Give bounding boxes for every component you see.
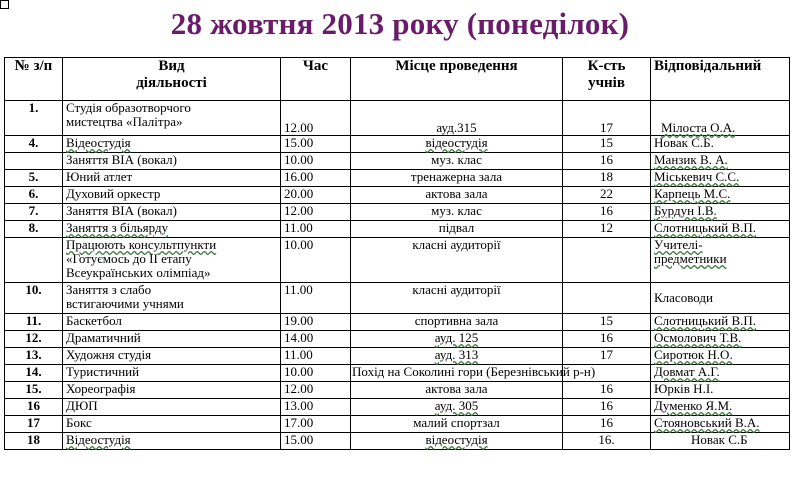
row-count: 15 [563, 136, 651, 153]
table-row [5, 170, 790, 187]
row-count: 16 [563, 416, 651, 433]
table-row [5, 416, 790, 433]
row-responsible: Довмат А.Г. [651, 365, 790, 382]
row-responsible: Міськевич С.С. [651, 170, 790, 187]
row-count: 22 [563, 187, 651, 204]
header-time: Час [281, 58, 351, 101]
row-time: 10.00 [281, 365, 351, 382]
row-num: 18 [5, 433, 63, 450]
row-activity: Заняття з більярду [63, 221, 281, 238]
row-count: 16. [563, 433, 651, 450]
row-time: 11.00 [281, 221, 351, 238]
row-num: 17 [5, 416, 63, 433]
row-count [563, 283, 651, 314]
row-activity: Заняття ВІА (вокал) [63, 204, 281, 221]
row-responsible: Новак С.Б [651, 433, 790, 450]
row-activity: ДЮП [63, 399, 281, 416]
table-row [5, 221, 790, 238]
table-row [5, 433, 790, 450]
row-place: актова зала [351, 382, 563, 399]
row-activity: Баскетбол [63, 314, 281, 331]
row-responsible: Манзик В. А. [651, 153, 790, 170]
row-activity: Заняття ВІА (вокал) [63, 153, 281, 170]
row-activity: Туристичний [63, 365, 281, 382]
row-count: 18 [563, 170, 651, 187]
row-count: 17 [563, 101, 651, 136]
row-time: 10.00 [281, 153, 351, 170]
row-time: 14.00 [281, 331, 351, 348]
row-time: 10.00 [281, 238, 351, 283]
row-time: 11.00 [281, 283, 351, 314]
row-num: 8. [5, 221, 63, 238]
row-count: 17 [563, 348, 651, 365]
row-time: 16.00 [281, 170, 351, 187]
table-row [5, 382, 790, 399]
row-num: 7. [5, 204, 63, 221]
row-place: відеостудія [351, 433, 563, 450]
row-activity: Духовий оркестр [63, 187, 281, 204]
row-place: ауд. 305 [351, 399, 563, 416]
row-responsible: Слотницький В.П. [651, 221, 790, 238]
row-place: підвал [351, 221, 563, 238]
row-place: ауд. 313 [351, 348, 563, 365]
row-activity: Хореографія [63, 382, 281, 399]
row-time: 17.00 [281, 416, 351, 433]
row-count: 16 [563, 331, 651, 348]
row-time: 13.00 [281, 399, 351, 416]
table-row [5, 283, 790, 314]
header-place: Місце проведення [351, 58, 563, 101]
row-place: відеостудія [351, 136, 563, 153]
row-place: спортивна зала [351, 314, 563, 331]
table-row [5, 153, 790, 170]
row-activity: Заняття з слабо встигаючими учнями [63, 283, 281, 314]
row-responsible: Класоводи [651, 283, 790, 314]
row-activity: Бокс [63, 416, 281, 433]
row-num: 10. [5, 283, 63, 314]
row-responsible: Сиротюк Н.О. [651, 348, 790, 365]
row-time: 12.00 [281, 101, 351, 136]
row-num: 13. [5, 348, 63, 365]
row-place: тренажерна зала [351, 170, 563, 187]
row-time: 15.00 [281, 433, 351, 450]
row-activity: Студія образотворчого мистецтва «Палітра» [63, 101, 281, 136]
table-row [5, 399, 790, 416]
row-place: актова зала [351, 187, 563, 204]
schedule-table [4, 57, 790, 450]
row-num: 12. [5, 331, 63, 348]
row-activity: Відеостудія [63, 433, 281, 450]
row-num: 6. [5, 187, 63, 204]
row-time: 11.00 [281, 348, 351, 365]
header-responsible: Відповідальний [651, 58, 790, 101]
row-place: муз. клас [351, 204, 563, 221]
row-place: класні аудиторії [351, 238, 563, 283]
row-activity: Драматичний [63, 331, 281, 348]
row-time: 19.00 [281, 314, 351, 331]
row-num [5, 238, 63, 283]
row-place: ауд.315 [351, 101, 563, 136]
row-place: муз. клас [351, 153, 563, 170]
row-activity: Працюють консультпункти «Готуємось до ІІ етапу Всеукраїнських олімпіад» [63, 238, 281, 283]
row-num: 16 [5, 399, 63, 416]
row-num [5, 153, 63, 170]
table-row [5, 314, 790, 331]
table-row [5, 238, 790, 283]
row-count: 15 [563, 314, 651, 331]
header-num: № з/п [5, 58, 63, 101]
row-count: 12 [563, 221, 651, 238]
header-activity: Вид діяльності [63, 58, 281, 101]
table-row [5, 365, 790, 382]
row-count: 16 [563, 204, 651, 221]
row-num: 4. [5, 136, 63, 153]
table-header-row [5, 58, 790, 101]
row-activity: Юний атлет [63, 170, 281, 187]
row-num: 14. [5, 365, 63, 382]
row-responsible: Бурдун І.В. [651, 204, 790, 221]
row-num: 11. [5, 314, 63, 331]
row-place: Похід на Соколині гори (Березнівський р-н) [351, 365, 563, 382]
row-responsible: Карпець М.С. [651, 187, 790, 204]
row-responsible: Юрків Н.І. [651, 382, 790, 399]
row-responsible: Учителі- предметники [651, 238, 790, 283]
table-row [5, 204, 790, 221]
row-count: 16 [563, 153, 651, 170]
row-count: 16 [563, 382, 651, 399]
row-place: ауд. 125 [351, 331, 563, 348]
row-time: 20.00 [281, 187, 351, 204]
table-row [5, 101, 790, 136]
table-row [5, 187, 790, 204]
row-place: малий спортзал [351, 416, 563, 433]
table-row [5, 136, 790, 153]
row-place: класні аудиторії [351, 283, 563, 314]
row-time: 12.00 [281, 382, 351, 399]
table-row [5, 348, 790, 365]
row-count [563, 238, 651, 283]
row-count: 16 [563, 399, 651, 416]
row-num: 1. [5, 101, 63, 136]
row-responsible: Осмолович Т.В. [651, 331, 790, 348]
table-row [5, 331, 790, 348]
row-activity: Відеостудія [63, 136, 281, 153]
page-title: 28 жовтня 2013 року (понеділок) [170, 6, 630, 41]
row-time: 15.00 [281, 136, 351, 153]
row-activity: Художня студія [63, 348, 281, 365]
header-count: К-сть учнів [563, 58, 651, 101]
row-responsible: Мілоста О.А. [651, 101, 790, 136]
row-num: 5. [5, 170, 63, 187]
row-num: 15. [5, 382, 63, 399]
row-responsible: Новак С.Б. [651, 136, 790, 153]
row-responsible: Слотницький В.П. [651, 314, 790, 331]
row-responsible: Стояновський В.А. [651, 416, 790, 433]
row-time: 12.00 [281, 204, 351, 221]
row-responsible: Думенко Я.М. [651, 399, 790, 416]
